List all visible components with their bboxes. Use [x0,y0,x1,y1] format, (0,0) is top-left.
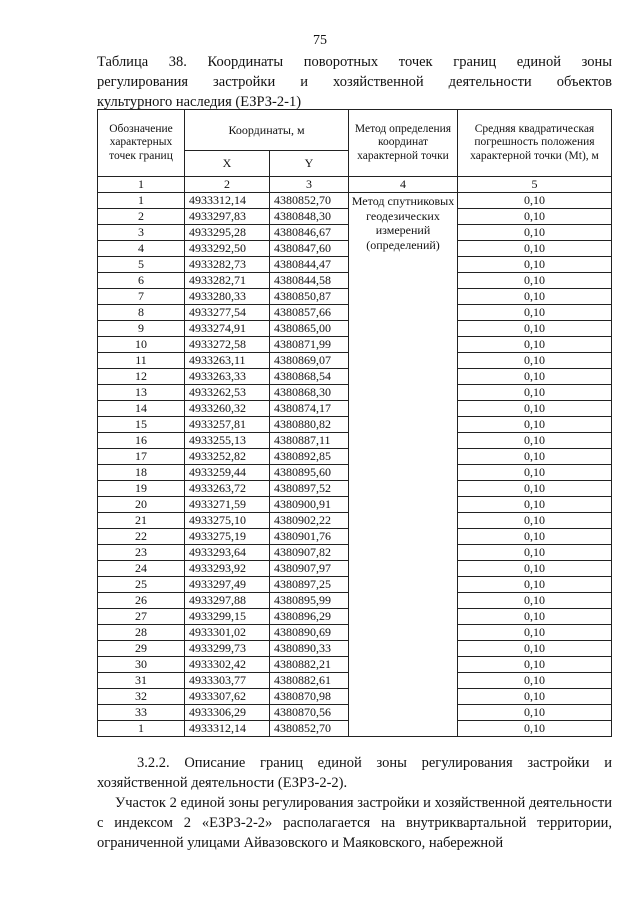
x-coordinate-cell: 4933282,73 [185,257,270,273]
error-cell: 0,10 [458,705,612,721]
x-coordinate-cell: 4933293,64 [185,545,270,561]
point-number-cell: 6 [98,273,185,289]
x-coordinate-cell: 4933295,28 [185,225,270,241]
y-coordinate-cell: 4380897,25 [270,577,349,593]
x-coordinate-cell: 4933277,54 [185,305,270,321]
y-coordinate-cell: 4380897,52 [270,481,349,497]
error-cell: 0,10 [458,529,612,545]
point-number-cell: 8 [98,305,185,321]
y-coordinate-cell: 4380890,69 [270,625,349,641]
x-coordinate-cell: 4933292,50 [185,241,270,257]
x-coordinate-cell: 4933263,72 [185,481,270,497]
point-number-cell: 1 [98,721,185,737]
point-number-cell: 20 [98,497,185,513]
x-coordinate-cell: 4933302,42 [185,657,270,673]
error-cell: 0,10 [458,401,612,417]
y-coordinate-cell: 4380901,76 [270,529,349,545]
error-cell: 0,10 [458,657,612,673]
y-coordinate-cell: 4380892,85 [270,449,349,465]
y-coordinate-cell: 4380870,98 [270,689,349,705]
y-coordinate-cell: 4380907,97 [270,561,349,577]
x-coordinate-cell: 4933306,29 [185,705,270,721]
error-cell: 0,10 [458,497,612,513]
col-number: 1 [98,177,185,193]
point-number-cell: 3 [98,225,185,241]
body-paragraph: Участок 2 единой зоны регулирования застройки и хозяйственной деятельности с индексом 2 «ЕЗРЗ-2-2» располагается на внутриквартальной территории, ограниченной улицами Айвазовского и Маяковского, набережной [97,795,612,851]
error-cell: 0,10 [458,513,612,529]
error-cell: 0,10 [458,641,612,657]
x-coordinate-cell: 4933255,13 [185,433,270,449]
y-coordinate-cell: 4380882,21 [270,657,349,673]
table-caption [97,52,612,112]
point-number-cell: 18 [98,465,185,481]
point-number-cell: 25 [98,577,185,593]
point-number-cell: 5 [98,257,185,273]
col-number: 2 [185,177,270,193]
y-coordinate-cell: 4380895,60 [270,465,349,481]
point-number-cell: 28 [98,625,185,641]
error-cell: 0,10 [458,577,612,593]
y-coordinate-cell: 4380844,58 [270,273,349,289]
header-point-label: Обозначение характерных точек границ [98,110,185,177]
error-cell: 0,10 [458,689,612,705]
error-cell: 0,10 [458,721,612,737]
y-coordinate-cell: 4380868,54 [270,369,349,385]
y-coordinate-cell: 4380847,60 [270,241,349,257]
point-number-cell: 13 [98,385,185,401]
x-coordinate-cell: 4933262,53 [185,385,270,401]
y-coordinate-cell: 4380896,29 [270,609,349,625]
y-coordinate-cell: 4380902,22 [270,513,349,529]
x-coordinate-cell: 4933293,92 [185,561,270,577]
x-coordinate-cell: 4933275,10 [185,513,270,529]
x-coordinate-cell: 4933299,15 [185,609,270,625]
header-coords-label: Координаты, м [185,110,349,151]
point-number-cell: 21 [98,513,185,529]
point-number-cell: 10 [98,337,185,353]
point-number-cell: 1 [98,193,185,209]
point-number-cell: 27 [98,609,185,625]
point-number-cell: 4 [98,241,185,257]
column-number-row [98,177,612,193]
x-coordinate-cell: 4933260,32 [185,401,270,417]
x-coordinate-cell: 4933301,02 [185,625,270,641]
x-coordinate-cell: 4933307,62 [185,689,270,705]
error-cell: 0,10 [458,481,612,497]
point-number-cell: 23 [98,545,185,561]
method-cell: Метод спутниковых геодезических измерений (определений) [349,193,458,737]
x-coordinate-cell: 4933312,14 [185,721,270,737]
point-number-cell: 14 [98,401,185,417]
y-coordinate-cell: 4380852,70 [270,721,349,737]
x-coordinate-cell: 4933272,58 [185,337,270,353]
paragraph-text: 3.2.2. Описание границ единой зоны регулирования застройки и хозяйственной деятельности (ЕЗРЗ-2-2). [97,755,612,791]
x-coordinate-cell: 4933297,88 [185,593,270,609]
col-number: 4 [349,177,458,193]
header-method-label: Метод определения координат характерной точки [349,110,458,177]
point-number-cell: 17 [98,449,185,465]
y-coordinate-cell: 4380844,47 [270,257,349,273]
x-coordinate-cell: 4933271,59 [185,497,270,513]
error-cell: 0,10 [458,417,612,433]
coordinates-table [97,109,612,737]
y-coordinate-cell: 4380871,99 [270,337,349,353]
error-cell: 0,10 [458,369,612,385]
y-coordinate-cell: 4380900,91 [270,497,349,513]
x-coordinate-cell: 4933312,14 [185,193,270,209]
error-cell: 0,10 [458,273,612,289]
error-cell: 0,10 [458,193,612,209]
error-cell: 0,10 [458,289,612,305]
y-coordinate-cell: 4380880,82 [270,417,349,433]
y-coordinate-cell: 4380846,67 [270,225,349,241]
x-coordinate-cell: 4933282,71 [185,273,270,289]
error-cell: 0,10 [458,545,612,561]
point-number-cell: 7 [98,289,185,305]
point-number-cell: 22 [98,529,185,545]
x-coordinate-cell: 4933263,11 [185,353,270,369]
point-number-cell: 32 [98,689,185,705]
y-coordinate-cell: 4380882,61 [270,673,349,689]
error-cell: 0,10 [458,433,612,449]
error-cell: 0,10 [458,465,612,481]
col-number: 3 [270,177,349,193]
y-coordinate-cell: 4380868,30 [270,385,349,401]
point-number-cell: 11 [98,353,185,369]
y-coordinate-cell: 4380870,56 [270,705,349,721]
error-cell: 0,10 [458,609,612,625]
point-number-cell: 12 [98,369,185,385]
error-cell: 0,10 [458,385,612,401]
error-cell: 0,10 [458,337,612,353]
caption-line-3: культурного наследия (ЕЗРЗ-2-1) [97,94,302,110]
point-number-cell: 15 [98,417,185,433]
caption-line-2: регулирования застройки и хозяйственной деятельности объектов [97,74,612,90]
y-coordinate-cell: 4380874,17 [270,401,349,417]
y-coordinate-cell: 4380852,70 [270,193,349,209]
error-cell: 0,10 [458,305,612,321]
point-number-cell: 29 [98,641,185,657]
x-coordinate-cell: 4933299,73 [185,641,270,657]
y-coordinate-cell: 4380869,07 [270,353,349,369]
error-cell: 0,10 [458,321,612,337]
header-y-label: Y [270,151,349,177]
y-coordinate-cell: 4380890,33 [270,641,349,657]
error-cell: 0,10 [458,625,612,641]
x-coordinate-cell: 4933275,19 [185,529,270,545]
x-coordinate-cell: 4933297,83 [185,209,270,225]
error-cell: 0,10 [458,257,612,273]
point-number-cell: 31 [98,673,185,689]
x-coordinate-cell: 4933259,44 [185,465,270,481]
error-cell: 0,10 [458,449,612,465]
error-cell: 0,10 [458,353,612,369]
header-error-label: Средняя квадратическая погрешность положения характерной точки (Мt), м [458,110,612,177]
point-number-cell: 26 [98,593,185,609]
point-number-cell: 9 [98,321,185,337]
y-coordinate-cell: 4380848,30 [270,209,349,225]
caption-line-1: Таблица 38. Координаты поворотных точек границ единой зоны [97,54,612,70]
point-number-cell: 2 [98,209,185,225]
y-coordinate-cell: 4380895,99 [270,593,349,609]
x-coordinate-cell: 4933274,91 [185,321,270,337]
y-coordinate-cell: 4380850,87 [270,289,349,305]
point-number-cell: 24 [98,561,185,577]
error-cell: 0,10 [458,561,612,577]
point-number-cell: 19 [98,481,185,497]
point-number-cell: 30 [98,657,185,673]
x-coordinate-cell: 4933303,77 [185,673,270,689]
header-x-label: X [185,151,270,177]
error-cell: 0,10 [458,225,612,241]
y-coordinate-cell: 4380857,66 [270,305,349,321]
y-coordinate-cell: 4380865,00 [270,321,349,337]
error-cell: 0,10 [458,209,612,225]
point-number-cell: 33 [98,705,185,721]
y-coordinate-cell: 4380887,11 [270,433,349,449]
x-coordinate-cell: 4933280,33 [185,289,270,305]
error-cell: 0,10 [458,673,612,689]
x-coordinate-cell: 4933252,82 [185,449,270,465]
x-coordinate-cell: 4933257,81 [185,417,270,433]
error-cell: 0,10 [458,241,612,257]
x-coordinate-cell: 4933297,49 [185,577,270,593]
section-heading-paragraph [97,753,612,793]
x-coordinate-cell: 4933263,33 [185,369,270,385]
col-number: 5 [458,177,612,193]
y-coordinate-cell: 4380907,82 [270,545,349,561]
error-cell: 0,10 [458,593,612,609]
page-number: 75 [313,33,327,48]
point-number-cell: 16 [98,433,185,449]
table-row [98,193,612,209]
